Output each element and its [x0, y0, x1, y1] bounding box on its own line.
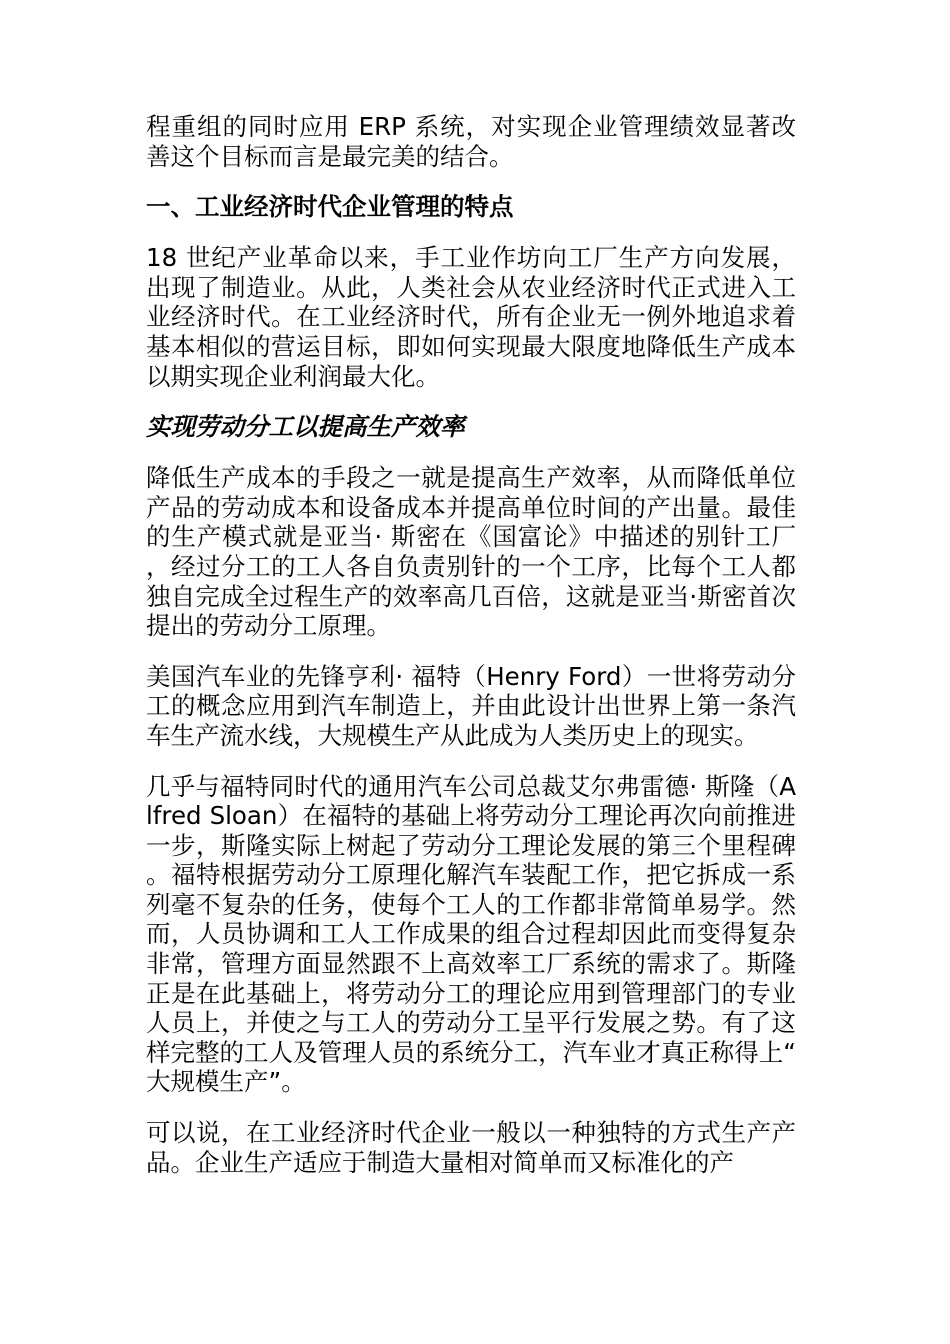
- paragraph-mass-production: 可以说，在工业经济时代企业一般以一种独特的方式生产产品。企业生产适应于制造大量相对简单而又标准化的产: [146, 1118, 796, 1177]
- subheading-division-of-labor: 实现劳动分工以提高生产效率: [146, 412, 465, 442]
- paragraph-henry-ford: 美国汽车业的先锋亨利· 福特（Henry Ford）一世将劳动分工的概念应用到汽车制造上，并由此设计出世界上第一条汽车生产流水线，大规模生产从此成为人类历史上的现实。: [146, 661, 796, 750]
- intro-paragraph: 程重组的同时应用 ERP 系统，对实现企业管理绩效显著改善这个目标而言是最完美的结合。: [146, 112, 796, 171]
- section-heading: 一、工业经济时代企业管理的特点: [146, 192, 514, 222]
- paragraph-industrial-revolution: 18 世纪产业革命以来，手工业作坊向工厂生产方向发展，出现了制造业。从此，人类社会从农业经济时代正式进入工业经济时代。在工业经济时代，所有企业无一例外地追求着基本相似的营运目标，即如何实现最大限度地降低生产成本以期实现企业利润最大化。: [146, 243, 796, 391]
- paragraph-adam-smith: 降低生产成本的手段之一就是提高生产效率，从而降低单位产品的劳动成本和设备成本并提高单位时间的产出量。最佳的生产模式就是亚当· 斯密在《国富论》中描述的别针工厂，经过分工的工人各自负责别针的一个工序，比每个工人都独自完成全过程生产的效率高几百倍，这就是亚当·斯密首次提出的劳动分工原理。: [146, 463, 796, 641]
- document-page: [146, 112, 796, 1198]
- paragraph-alfred-sloan: 几乎与福特同时代的通用汽车公司总裁艾尔弗雷德· 斯隆（Alfred Sloan）在福特的基础上将劳动分工理论再次向前推进一步，斯隆实际上树起了劳动分工理论发展的第三个里程碑。福特根据劳动分工原理化解汽车装配工作，把它拆成一系列毫不复杂的任务，使每个工人的工作都非常简单易学。然而，人员协调和工人工作成果的组合过程却因此而变得复杂非常，管理方面显然跟不上高效率工厂系统的需求了。斯隆正是在此基础上，将劳动分工的理论应用到管理部门的专业人员上，并使之与工人的劳动分工呈平行发展之势。有了这样完整的工人及管理人员的系统分工，汽车业才真正称得上“大规模生产”。: [146, 771, 796, 1097]
